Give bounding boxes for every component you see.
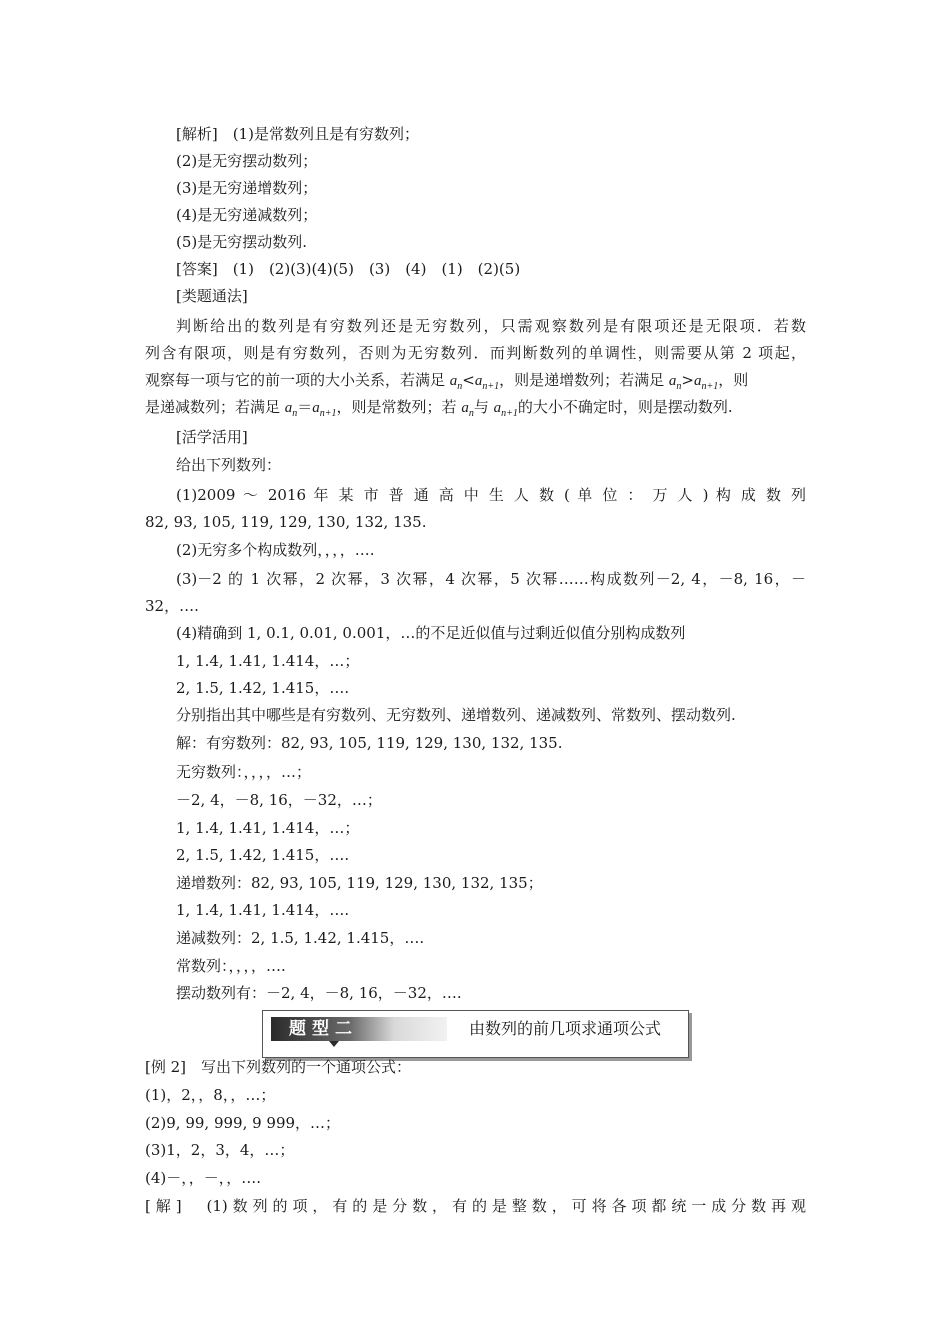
example2-item-2: (2)9, 99, 999, 9 999，…；: [145, 1114, 341, 1132]
solution-line-2: 无穷数列：，，，，…；: [176, 763, 312, 781]
solution-line-6: 递增数列：82, 93, 105, 119, 129, 130, 132, 135；: [176, 874, 543, 892]
practice-q2: (2)无穷多个构成数列，，，，….: [176, 541, 375, 559]
solution-line-3: －2, 4，－8, 16，－32，…；: [176, 791, 382, 809]
analysis-line-5: (5)是无穷摆动数列.: [176, 233, 308, 251]
method-heading: [类题通法]: [176, 287, 248, 305]
practice-q1-line-1: (1)2009 ～ 2016 年 某 市 普 通 高 中 生 人 数 ( 单 位 ： 万 人 ) 构 成 数 列: [176, 486, 806, 504]
solution-line-7: 1, 1.4, 1.41, 1.414，….: [176, 901, 350, 919]
method-paragraph-line-4: 是递减数列；若满足 $a_n=a_{n+1}$，则是常数列；若 $a_n$与 $a_{n+1}$的大小不确定时，则是摆动数列.: [145, 398, 733, 419]
solution-line-10: 摆动数列有：－2, 4，－8, 16，－32，….: [176, 984, 462, 1002]
practice-intro: 给出下列数列：: [176, 456, 282, 474]
practice-q3-line-1: (3)－2 的 1 次幂，2 次幂，3 次幂，4 次幂，5 次幂……构成数列－2, 4，－8, 16，－: [176, 570, 806, 588]
example2-prompt: [例 2] 写出下列数列的一个通项公式：: [145, 1058, 412, 1076]
section-tag: [271, 1017, 447, 1041]
section-tag-label: 题型二: [289, 1019, 358, 1039]
practice-q3-line-2: 32，….: [145, 597, 199, 615]
example2-item-3: (3)1，2，3，4，…；: [145, 1141, 295, 1159]
analysis-line-3: (3)是无穷递增数列；: [176, 179, 318, 197]
practice-heading: [活学活用]: [176, 428, 248, 446]
practice-q4-line-1: (4)精确到 1, 0.1, 0.01, 0.001，…的不足近似值与过剩近似值分别构成数列: [176, 624, 686, 642]
practice-q4-line-3: 2, 1.5, 1.42, 1.415，….: [176, 679, 350, 697]
method-paragraph-line-3: 观察每一项与它的前一项的大小关系，若满足 $a_n<a_{n+1}$，则是递增数列；若满足 $a_n>a_{n+1}$，则: [145, 371, 749, 392]
analysis-line-2: (2)是无穷摆动数列；: [176, 152, 318, 170]
practice-q4-line-2: 1, 1.4, 1.41, 1.414，…；: [176, 652, 360, 670]
method-paragraph-line-2: 列含有限项，则是有穷数列，否则为无穷数列．而判断数列的单调性，则需要从第 2 项起，: [145, 344, 806, 362]
answer-line: [答案] (1) (2)(3)(4)(5) (3) (4) (1) (2)(5): [176, 260, 521, 278]
solution-line-9: 常数列：，，，，….: [176, 957, 286, 975]
section-title: 由数列的前几项求通项公式: [469, 1019, 662, 1038]
solution-line-1: 解：有穷数列：82, 93, 105, 119, 129, 130, 132, 135.: [176, 734, 563, 752]
method-paragraph-line-1: 判断给出的数列是有穷数列还是无穷数列，只需观察数列是有限项还是无限项．若数: [176, 317, 806, 335]
analysis-line-4: (4)是无穷递减数列；: [176, 206, 318, 224]
section-banner: [262, 1010, 689, 1058]
solution-line-4: 1, 1.4, 1.41, 1.414，…；: [176, 819, 360, 837]
example2-solution-start: [解] (1)数列的项，有的是分数，有的是整数，可将各项都统一成分数再观: [145, 1197, 806, 1215]
example2-item-4: (4)－，，－，，….: [145, 1169, 262, 1187]
section-tag-notch: [329, 1041, 339, 1047]
solution-line-5: 2, 1.5, 1.42, 1.415，….: [176, 846, 350, 864]
analysis-line-1: [解析] (1)是常数列且是有穷数列；: [176, 125, 419, 143]
solution-line-8: 递减数列：2, 1.5, 1.42, 1.415，….: [176, 929, 425, 947]
example2-item-1: (1)，2，，8，，…；: [145, 1086, 276, 1104]
practice-q1-line-2: 82, 93, 105, 119, 129, 130, 132, 135.: [145, 513, 427, 531]
practice-question: 分别指出其中哪些是有穷数列、无穷数列、递增数列、递减数列、常数列、摆动数列.: [176, 706, 736, 724]
